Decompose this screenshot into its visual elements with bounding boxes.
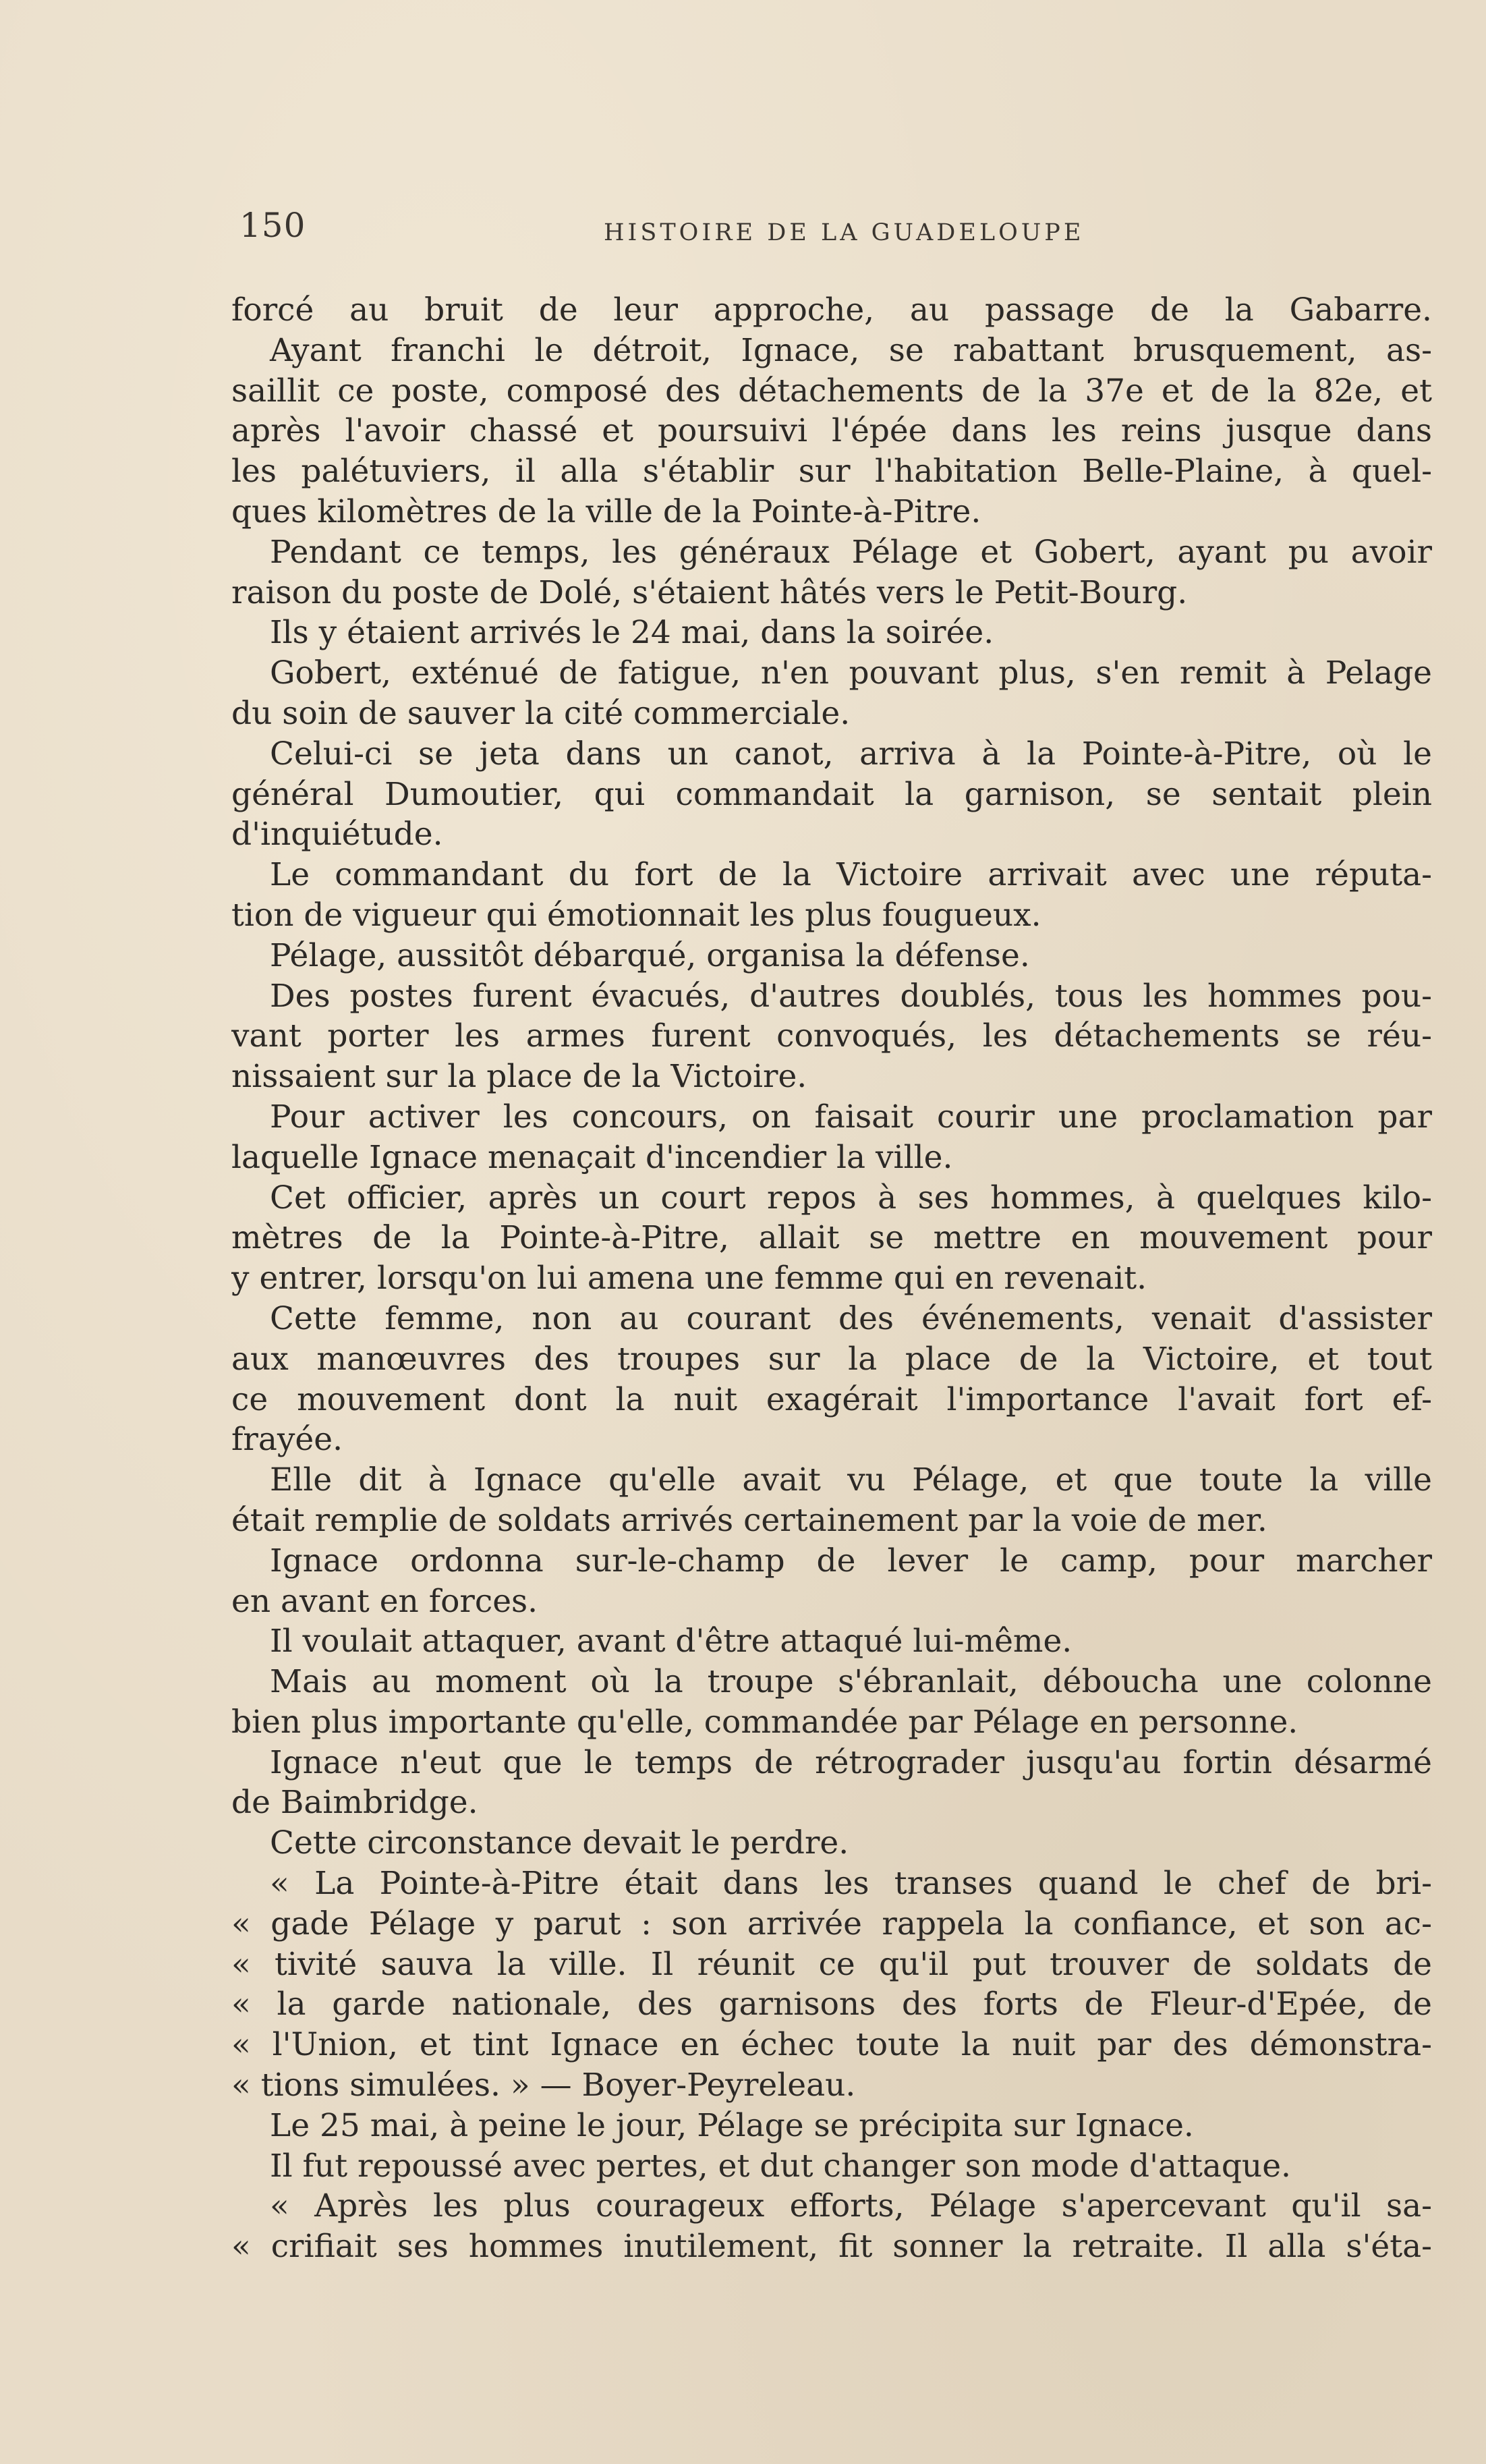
text-line: Pour activer les concours, on faisait courir une proclamation par [270,1098,1432,1136]
text-line: ques kilomètres de la ville de la Pointe-à-Pitre. [231,493,981,530]
text-line: Ayant franchi le détroit, Ignace, se rabattant brusquement, as- [270,331,1432,369]
text-line: raison du poste de Dolé, s'étaient hâtés vers le Petit-Bourg. [231,573,1188,611]
text-line: Le 25 mai, à peine le jour, Pélage se précipita sur Ignace. [270,2106,1194,2144]
text-line: Cet officier, après un court repos à ses hommes, à quelques kilo- [270,1179,1432,1216]
text-line: tion de vigueur qui émotionnait les plus fougueux. [231,896,1041,934]
text-line: « l'Union, et tint Ignace en échec toute la nuit par des démonstra- [231,2026,1432,2064]
text-line: Cette circonstance devait le perdre. [270,1824,849,1862]
text-line: « La Pointe-à-Pitre était dans les transes quand le chef de bri- [270,1865,1432,1903]
text-line: « la garde nationale, des garnisons des forts de Fleur-d'Epée, de [231,1986,1432,2023]
text-line: Il voulait attaquer, avant d'être attaqué lui-même. [270,1623,1073,1660]
page-number: 150 [239,206,306,245]
text-line: « gade Pélage y parut : son arrivée rappela la confiance, et son ac- [231,1905,1432,1942]
text-line: de Baimbridge. [231,1784,478,1822]
page-header [239,206,1292,260]
text-line: Des postes furent évacués, d'autres doublés, tous les hommes pou- [270,977,1432,1015]
text-line: mètres de la Pointe-à-Pitre, allait se mettre en mouvement pour [231,1219,1432,1257]
text-line: Le commandant du fort de la Victoire arrivait avec une réputa- [270,856,1432,894]
text-line: Ignace n'eut que le temps de rétrograder jusqu'au fortin désarmé [270,1743,1432,1781]
text-line: aux manœuvres des troupes sur la place de la Victoire, et tout [231,1340,1432,1378]
text-line: Elle dit à Ignace qu'elle avait vu Pélage, et que toute la ville [270,1461,1432,1499]
text-line: ce mouvement dont la nuit exagérait l'importance l'avait fort ef- [231,1380,1432,1418]
text-line: forcé au bruit de leur approche, au passage de la Gabarre. [231,291,1432,329]
text-line: y entrer, lorsqu'on lui amena une femme qui en revenait. [231,1260,1147,1297]
text-line: saillit ce poste, composé des détachements de la 37e et de la 82e, et [231,372,1432,410]
text-line: général Dumoutier, qui commandait la garnison, se sentait plein [231,775,1432,813]
text-line: Ignace ordonna sur-le-champ de lever le camp, pour marcher [270,1542,1432,1579]
text-line: bien plus importante qu'elle, commandée par Pélage en personne. [231,1703,1298,1741]
text-line: vant porter les armes furent convoqués, les détachements se réu- [231,1017,1432,1055]
text-line: Gobert, exténué de fatigue, n'en pouvant plus, s'en remit à Pelage [270,654,1432,692]
text-line: en avant en forces. [231,1582,538,1620]
text-line: « crifiait ses hommes inutilement, fit sonner la retraite. Il alla s'éta- [231,2228,1432,2266]
text-line: après l'avoir chassé et poursuivi l'épée dans les reins jusque dans [231,412,1432,450]
text-line: d'inquiétude. [231,816,443,853]
text-line: Cette femme, non au courant des événements, venait d'assister [270,1299,1432,1337]
text-line: était remplie de soldats arrivés certainement par la voie de mer. [231,1501,1267,1539]
text-line: Ils y étaient arrivés le 24 mai, dans la soirée. [270,614,994,652]
text-line: Il fut repoussé avec pertes, et dut changer son mode d'attaque. [270,2147,1291,2185]
running-title: HISTOIRE DE LA GUADELOUPE [604,219,1085,246]
text-line: les palétuviers, il alla s'établir sur l'habitation Belle-Plaine, à quel- [231,453,1432,491]
text-line: Mais au moment où la troupe s'ébranlait, déboucha une colonne [270,1663,1432,1701]
text-line: Pélage, aussitôt débarqué, organisa la défense. [270,936,1030,974]
body-text [231,290,1432,2267]
text-line: « Après les plus courageux efforts, Pélage s'apercevant qu'il sa- [270,2187,1432,2225]
text-line: nissaient sur la place de la Victoire. [231,1058,807,1096]
text-line: « tivité sauva la ville. Il réunit ce qu'il put trouver de soldats de [231,1945,1432,1983]
text-line: du soin de sauver la cité commerciale. [231,694,851,732]
text-line: frayée. [231,1421,343,1459]
text-line: Celui-ci se jeta dans un canot, arriva à la Pointe-à-Pitre, où le [270,735,1432,773]
text-line: laquelle Ignace menaçait d'incendier la ville. [231,1138,953,1176]
text-line: « tions simulées. » — Boyer-Peyreleau. [231,2067,856,2104]
text-line: Pendant ce temps, les généraux Pélage et Gobert, ayant pu avoir [270,533,1432,571]
